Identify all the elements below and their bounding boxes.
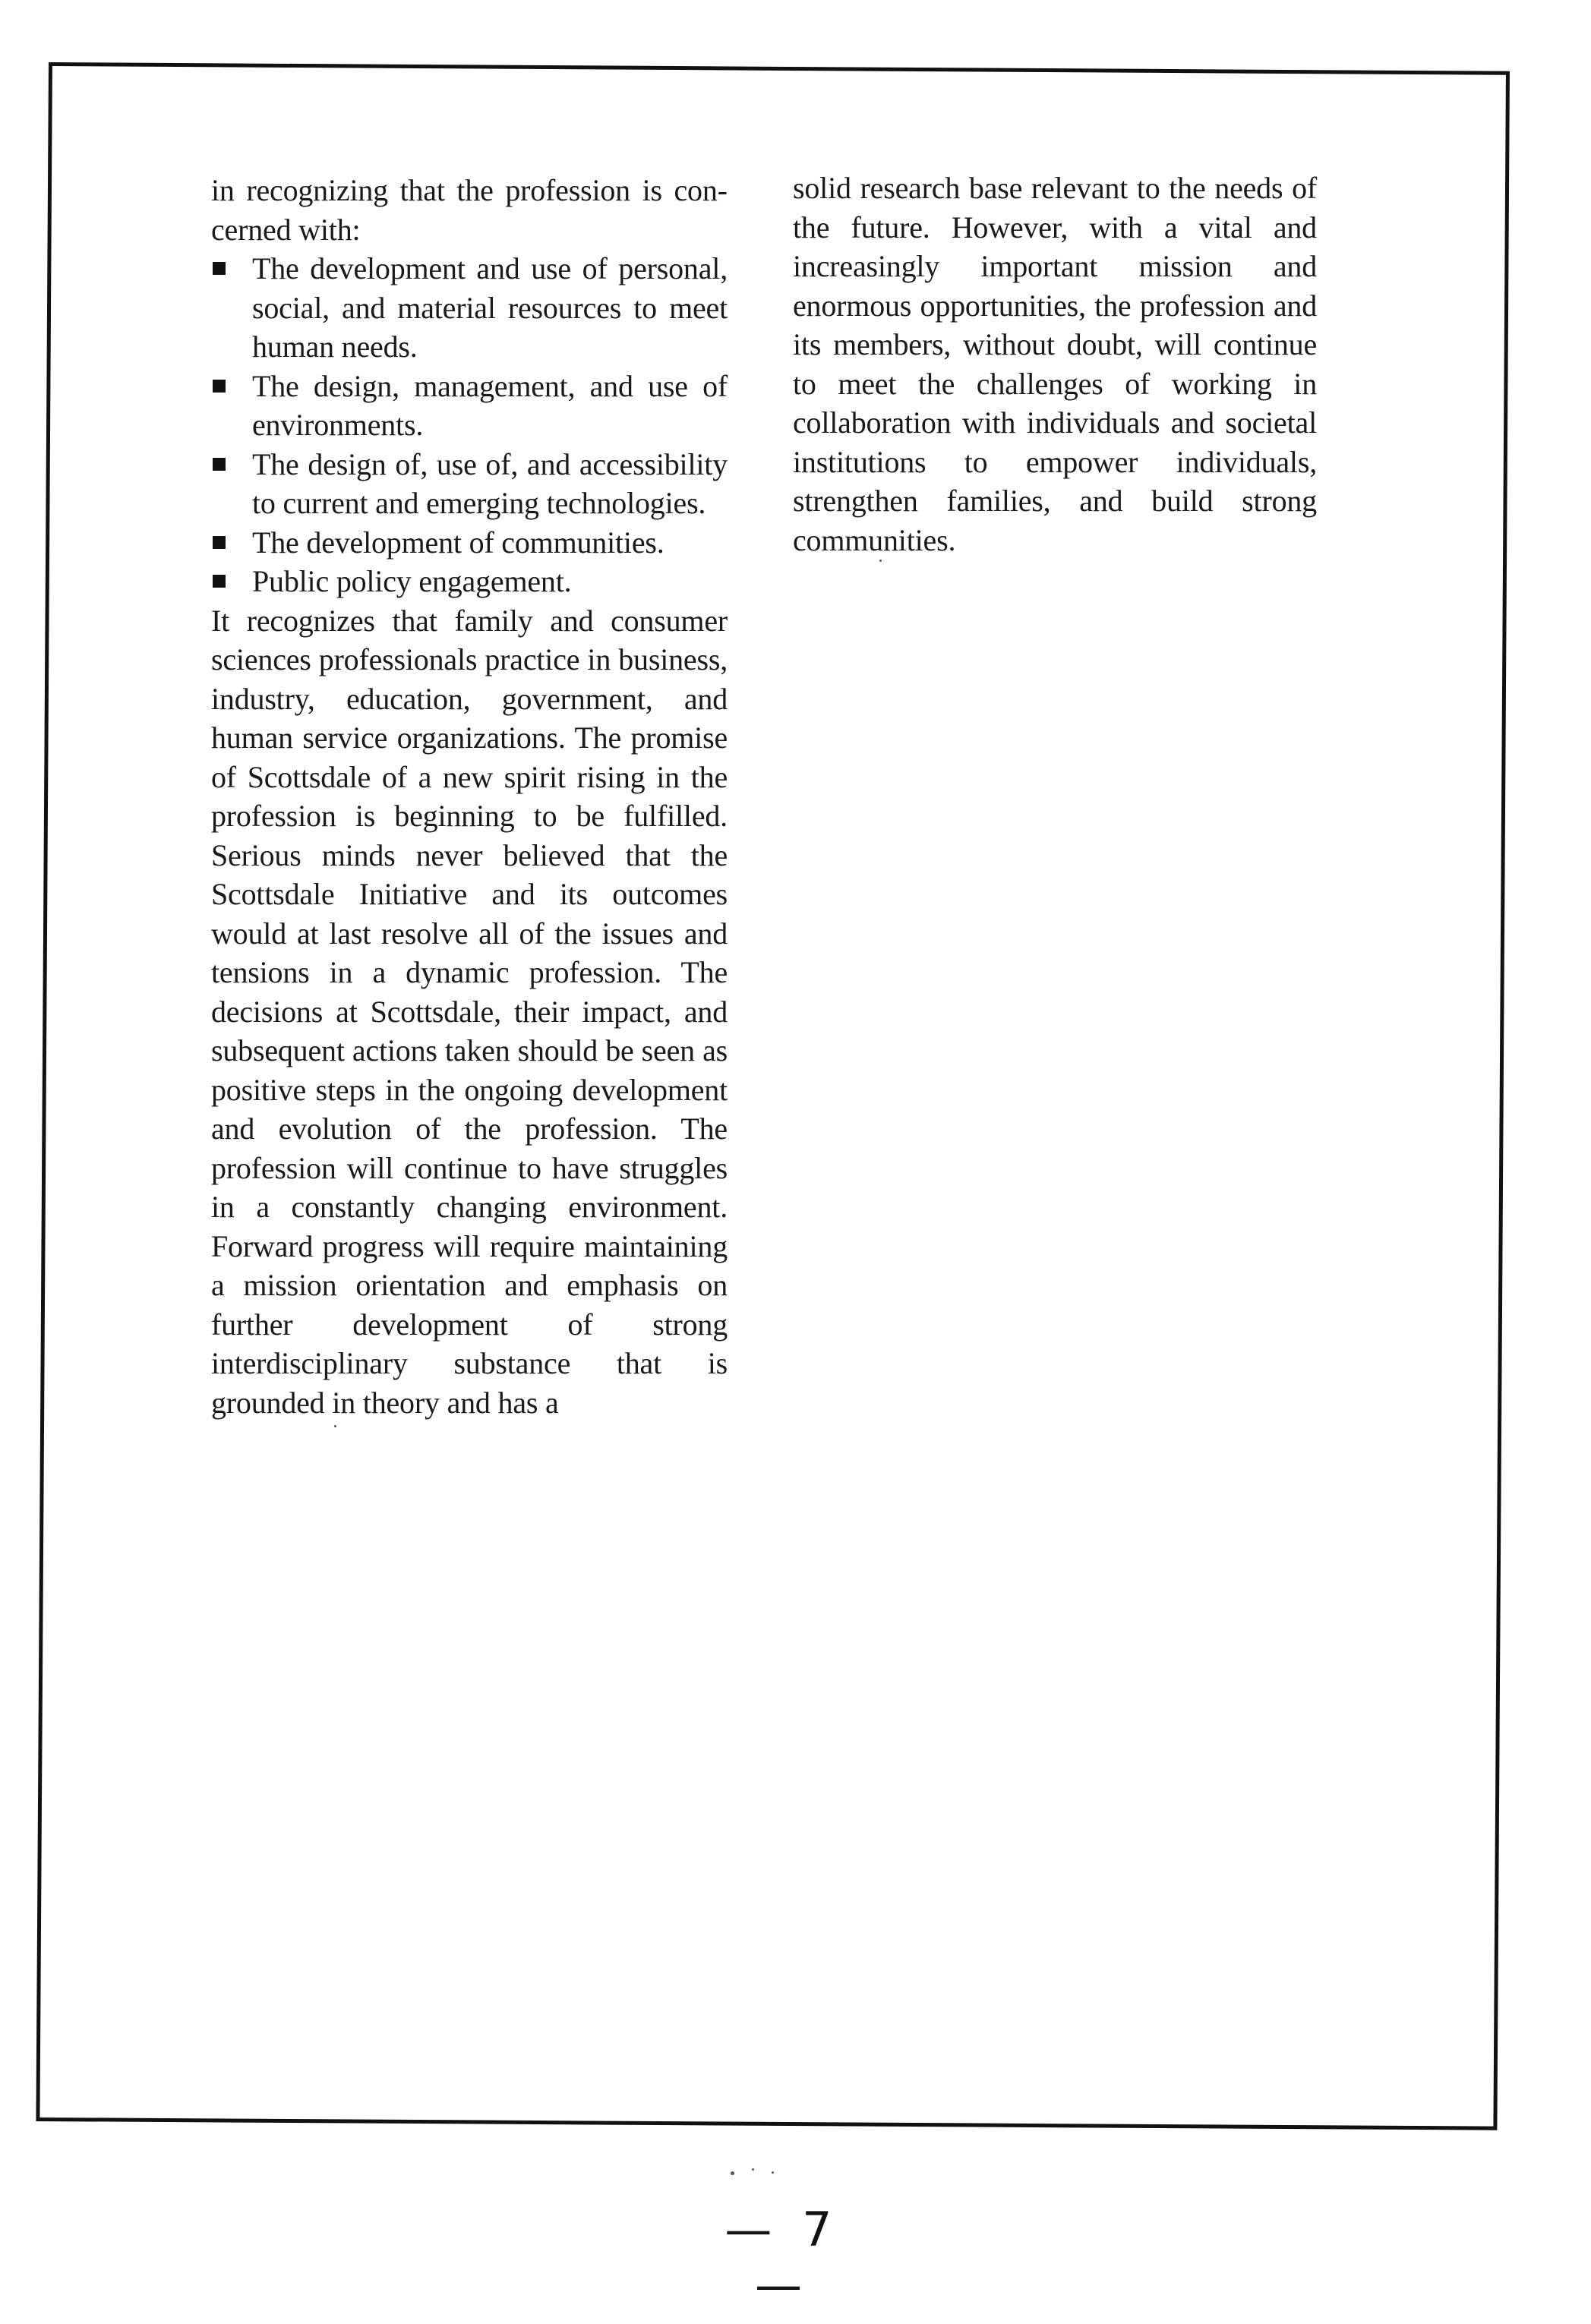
body-paragraph: It recognizes that family and consumer sciences professionals practice in business, industry, education, government, and human service organizations. The promise of Scottsdale of a new spirit rising in the profession is beginning to be fulfilled. Serious minds never believed that the Scottsdale Initiative and its outcomes would at last resolve all of the issues and tensions in a dynamic profession. The decisions at Scottsdale, their impact, and subsequent actions taken should be seen as positive steps in the ongoing development and evolution of the profession. The profession will continue to have struggles in a constantly changing environment. Forward progress will require maintaining a mission orientation and emphasis on further development of strong interdisciplinary substance that is grounded in theory and has a	[211, 603, 728, 1420]
list-item	[211, 562, 728, 601]
scan-speck	[772, 2171, 774, 2174]
square-bullet-icon	[213, 262, 226, 275]
square-bullet-icon	[213, 575, 226, 588]
list-item	[211, 445, 728, 523]
list-item-text: The design of, use of, and accessibility to current and emerging technologies.	[252, 446, 728, 520]
list-item	[211, 367, 728, 445]
list-item-text: The design, management, and use of environments.	[252, 368, 728, 442]
square-bullet-icon	[213, 536, 226, 549]
intro-paragraph: in recognizing that the profession is concerned with:	[211, 173, 728, 247]
left-text-column	[211, 171, 728, 1422]
list-item	[211, 249, 728, 367]
right-text-column	[793, 169, 1317, 560]
scan-speck	[334, 1425, 336, 1427]
list-item-text: The development of communities.	[252, 525, 664, 560]
page-number: — 7 —	[724, 2202, 840, 2313]
square-bullet-icon	[213, 458, 226, 471]
continuation-paragraph: solid research base relevant to the needs of the future. However, with a vital and increasingly important mission and enormous opportunities, the profession and its members, without doubt, will continue to meet the challenges of working in collaboration with individuals and societal institutions to empower individuals, strengthen families, and build strong communities.	[793, 171, 1317, 557]
scan-speck	[879, 560, 882, 562]
scan-speck	[731, 2171, 734, 2175]
square-bullet-icon	[213, 380, 226, 393]
list-item-text: The development and use of personal, social, and material resources to meet human needs.	[252, 251, 728, 364]
list-item	[211, 523, 728, 563]
concerns-list	[211, 249, 728, 601]
list-item-text: Public policy engagement.	[252, 564, 572, 598]
scan-speck	[752, 2168, 754, 2171]
